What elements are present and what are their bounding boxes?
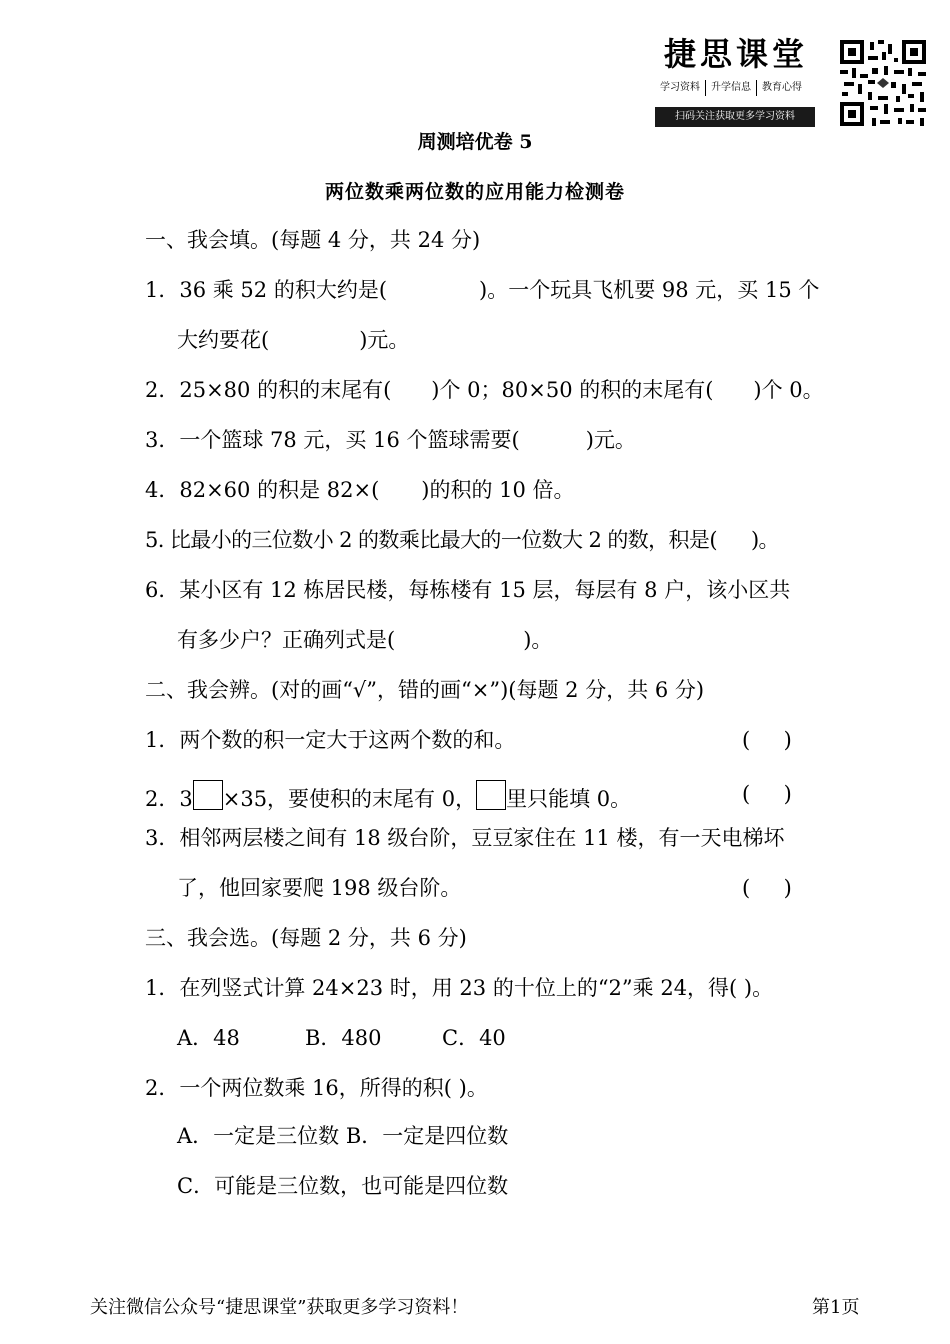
question-1-6-cont: 有多少户？正确列式是( )。 (177, 628, 553, 652)
question-1-1-cont: 大约要花( )元。 (177, 328, 410, 352)
blank-box (193, 780, 223, 810)
question-2-3-cont: 了，他回家要爬 198 级台阶。 (177, 876, 462, 900)
question-2-2: 2．3 ×35，要使积的末尾有 0， 里只能填 0。 (145, 780, 631, 813)
page-number: 第1页 (812, 1297, 860, 1318)
answer-paren: ( ) (742, 782, 792, 806)
section1-heading: 一、我会填。(每题 4 分，共 24 分) (145, 228, 481, 252)
section3-heading: 三、我会选。(每题 2 分，共 6 分) (145, 926, 467, 950)
option-c: C．可能是三位数，也可能是四位数 (177, 1174, 509, 1198)
brand-banner: 扫码关注获取更多学习资料 (655, 107, 815, 127)
page-title: 周测培优卷 5 (417, 131, 533, 153)
question-3-2: 2．一个两位数乘 16，所得的积( )。 (145, 1076, 488, 1100)
brand-tag: 升学信息 (706, 80, 757, 96)
question-1-2: 2．25×80 的积的末尾有( )个 0；80×50 的积的末尾有( )个 0。 (145, 378, 824, 402)
answer-paren: ( ) (742, 876, 792, 900)
question-1-3: 3．一个篮球 78 元，买 16 个篮球需要( )元。 (145, 428, 636, 452)
question-2-3: 3．相邻两层楼之间有 18 级台阶，豆豆家住在 11 楼，有一天电梯坏 (145, 826, 785, 850)
option-b: B．480 (305, 1026, 382, 1050)
question-1-5: 5. 比最小的三位数小 2 的数乘比最大的一位数大 2 的数，积是( )。 (145, 528, 779, 552)
section2-heading: 二、我会辨。(对的画“√”，错的画“×”)(每题 2 分，共 6 分) (145, 678, 705, 702)
page-subtitle: 两位数乘两位数的应用能力检测卷 (324, 181, 625, 203)
brand-tag: 学习资料 (655, 80, 706, 96)
question-1-4: 4．82×60 的积是 82×( )的积的 10 倍。 (145, 478, 575, 502)
option-c: C．40 (442, 1026, 506, 1050)
option-a-b: A．一定是三位数 B．一定是四位数 (177, 1124, 509, 1148)
question-2-1: 1．两个数的积一定大于这两个数的和。 (145, 728, 516, 752)
question-1-6: 6．某小区有 12 栋居民楼，每栋楼有 15 层，每层有 8 户，该小区共 (145, 578, 791, 602)
question-3-1: 1．在列竖式计算 24×23 时，用 23 的十位上的“2”乘 24，得( )。 (145, 976, 774, 1000)
brand-tag: 教育心得 (762, 82, 802, 93)
brand-name: 捷思课堂 (664, 35, 809, 73)
option-a: A．48 (177, 1026, 240, 1050)
blank-box (476, 780, 506, 810)
qr-code-icon (838, 38, 928, 128)
answer-paren: ( ) (742, 728, 792, 752)
footer-note: 关注微信公众号“捷思课堂”获取更多学习资料！ (90, 1297, 469, 1318)
question-1-1: 1．36 乘 52 的积大约是( )。一个玩具飞机要 98 元，买 15 个 (145, 278, 820, 302)
brand-tags (655, 80, 807, 96)
